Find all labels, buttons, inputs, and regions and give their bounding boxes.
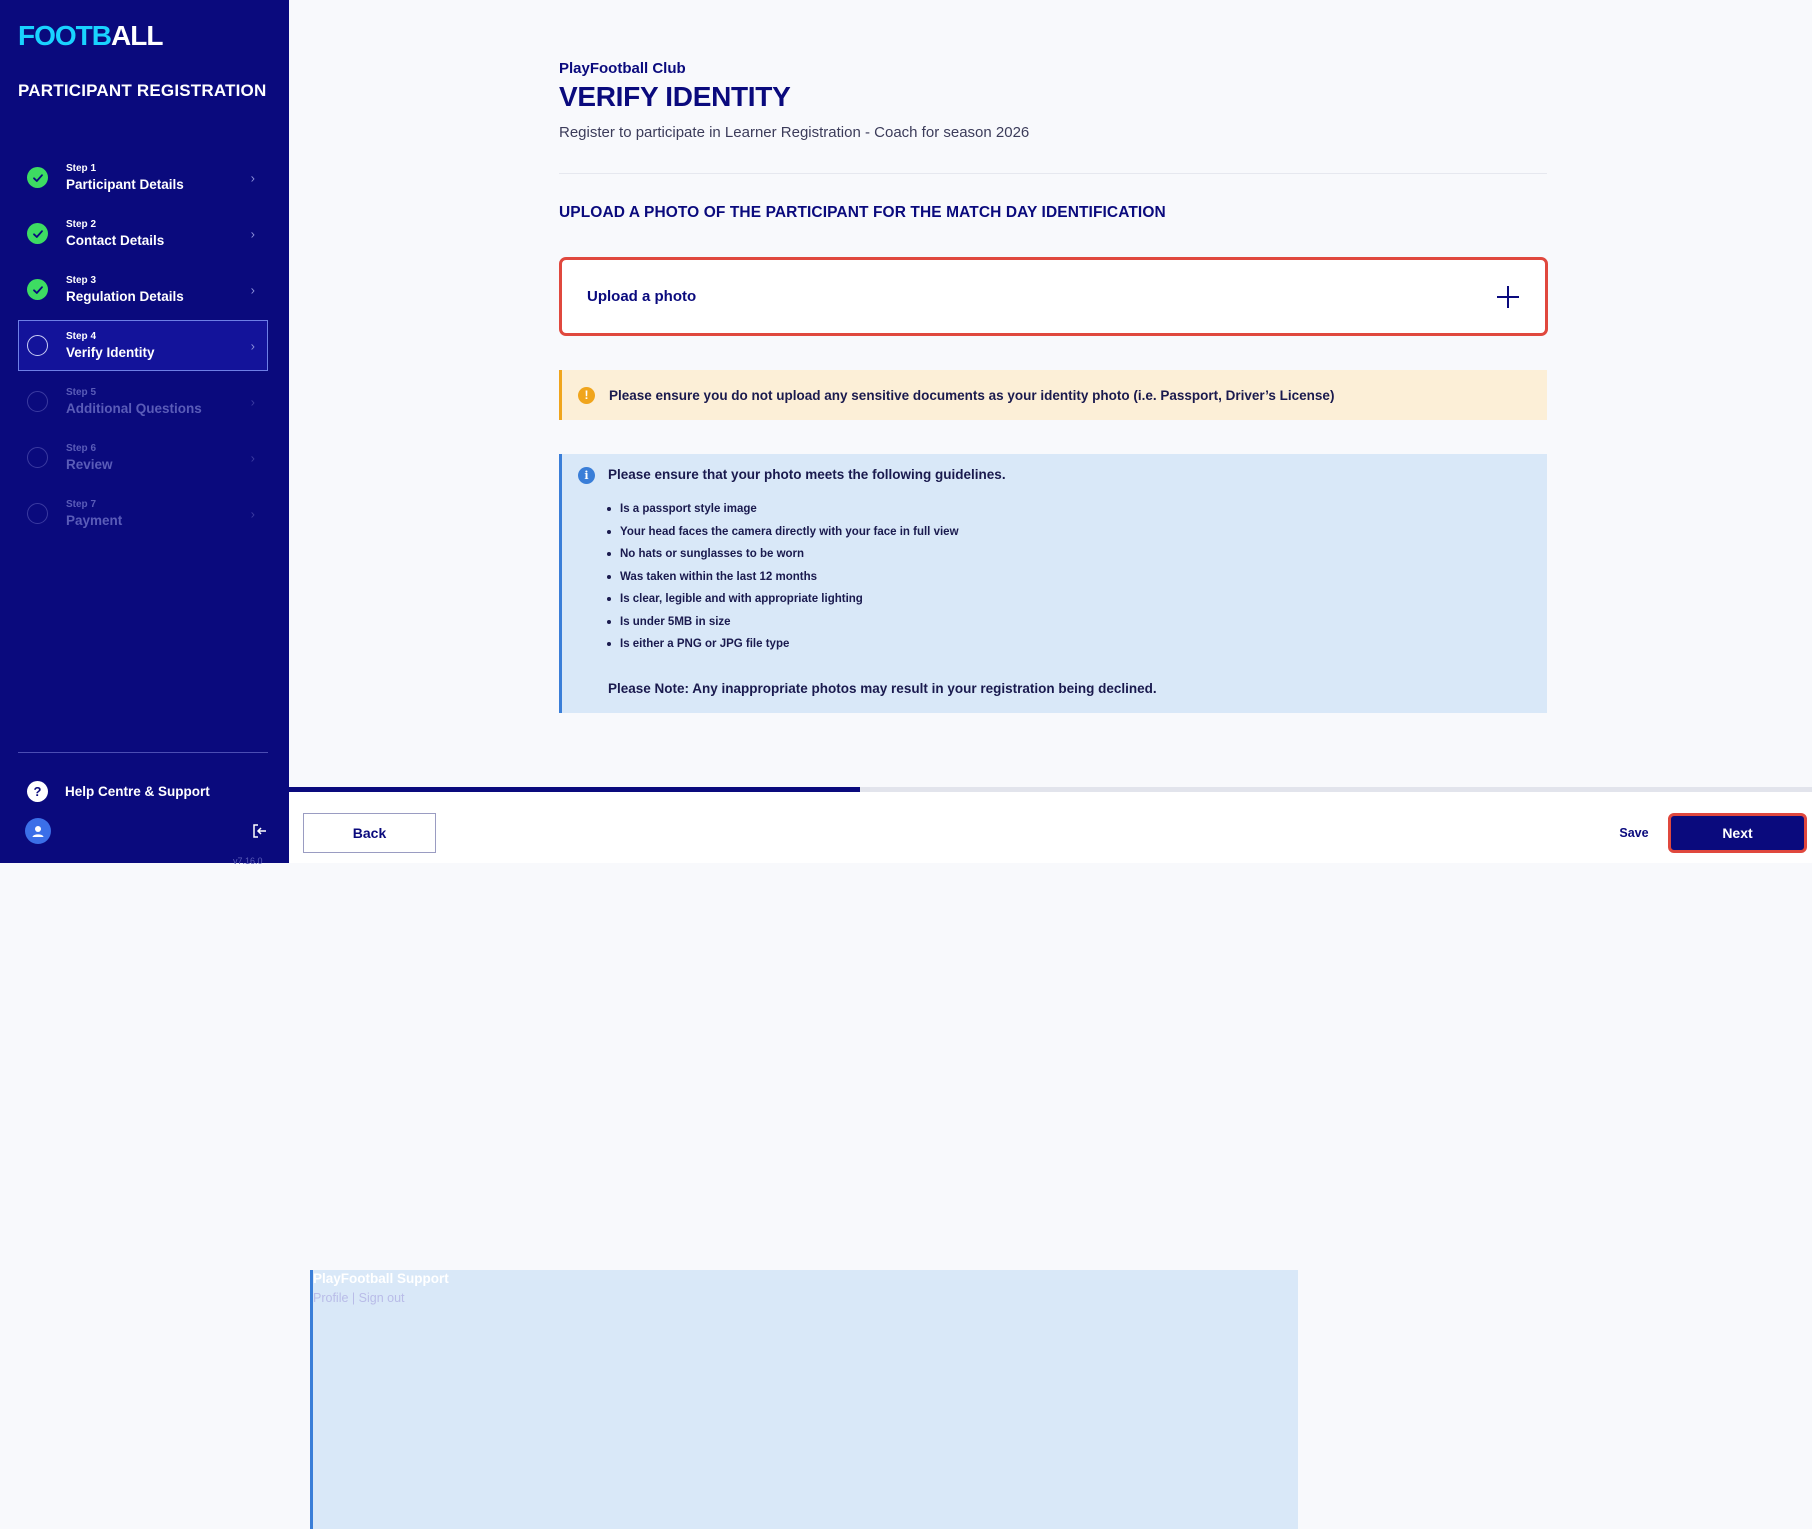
step-number: Step 7	[66, 498, 97, 510]
list-item: No hats or sunglasses to be worn	[620, 547, 959, 570]
step-contact-details[interactable]	[18, 208, 268, 259]
step-label: Regulation Details	[66, 288, 184, 304]
club-name: PlayFootball Club	[559, 60, 686, 77]
logo-text: ALL	[111, 20, 163, 51]
step-label: Participant Details	[66, 176, 184, 192]
empty-circle-icon	[27, 335, 48, 356]
step-regulation-details[interactable]	[18, 264, 268, 315]
chevron-right-icon: ›	[250, 282, 255, 297]
step-label: Contact Details	[66, 232, 165, 248]
chevron-right-icon: ›	[250, 506, 255, 521]
page-title: VERIFY IDENTITY	[559, 81, 791, 112]
page-subtitle: Register to participate in Learner Registration - Coach for season 2026	[559, 124, 1030, 141]
app-version: v7.16.0	[233, 856, 263, 866]
info-icon: i	[578, 467, 595, 484]
main-content	[289, 0, 1812, 863]
upload-label: Upload a photo	[587, 288, 697, 305]
list-item: Is either a PNG or JPG file type	[620, 637, 959, 660]
football-logo[interactable]	[18, 20, 162, 52]
guidelines-heading: Please ensure that your photo meets the following guidelines.	[608, 467, 1006, 482]
sidebar-title: PARTICIPANT REGISTRATION	[18, 81, 267, 100]
step-number: Step 1	[66, 162, 97, 174]
step-label: Review	[66, 456, 113, 472]
step-number: Step 6	[66, 442, 97, 454]
question-icon: ?	[27, 781, 48, 802]
user-avatar-icon	[25, 818, 51, 844]
step-label: Additional Questions	[66, 400, 202, 416]
list-item: Is clear, legible and with appropriate lighting	[620, 592, 959, 615]
chevron-right-icon: ›	[250, 450, 255, 465]
guidelines-list	[620, 502, 959, 660]
check-circle-icon	[27, 223, 48, 244]
help-label: Help Centre & Support	[65, 784, 210, 799]
list-item: Is under 5MB in size	[620, 615, 959, 638]
back-button[interactable]: Back	[303, 813, 436, 853]
step-participant-details[interactable]	[18, 152, 268, 203]
step-label: Verify Identity	[66, 344, 155, 360]
list-item: Your head faces the camera directly with your face in full view	[620, 525, 959, 548]
photo-guidelines	[559, 454, 1547, 713]
step-payment[interactable]	[18, 488, 268, 539]
upload-photo-button[interactable]	[559, 257, 1548, 336]
chevron-right-icon: ›	[250, 338, 255, 353]
section-divider	[559, 173, 1547, 174]
step-label: Payment	[66, 512, 123, 528]
sensitive-documents-warning	[559, 370, 1547, 420]
empty-circle-icon	[27, 503, 48, 524]
list-item: Was taken within the last 12 months	[620, 570, 959, 593]
next-button[interactable]: Next	[1668, 813, 1807, 853]
step-number: Step 4	[66, 330, 97, 342]
profile-signout-links[interactable]: Profile | Sign out	[313, 1291, 405, 1305]
chevron-right-icon: ›	[250, 394, 255, 409]
logo-text-accent: FOOTB	[18, 20, 111, 51]
empty-circle-icon	[27, 391, 48, 412]
step-verify-identity[interactable]	[18, 320, 268, 371]
step-number: Step 5	[66, 386, 97, 398]
sidebar-divider	[18, 752, 268, 753]
check-circle-icon	[27, 279, 48, 300]
sign-out-icon[interactable]	[252, 823, 268, 843]
check-circle-icon	[27, 167, 48, 188]
user-name: PlayFootball Support	[313, 1271, 449, 1286]
registration-steps	[18, 152, 268, 544]
save-button[interactable]: Save	[1604, 813, 1664, 853]
guidelines-note: Please Note: Any inappropriate photos may result in your registration being declined.	[608, 681, 1157, 696]
chevron-right-icon: ›	[250, 226, 255, 241]
list-item: Is a passport style image	[620, 502, 959, 525]
chevron-right-icon: ›	[250, 170, 255, 185]
step-number: Step 2	[66, 218, 97, 230]
step-additional-questions[interactable]	[18, 376, 268, 427]
step-number: Step 3	[66, 274, 97, 286]
footer-bar	[289, 792, 1812, 863]
empty-circle-icon	[27, 447, 48, 468]
upload-section-title: UPLOAD A PHOTO OF THE PARTICIPANT FOR THE MATCH DAY IDENTIFICATION	[559, 204, 1166, 221]
plus-icon	[1497, 286, 1519, 308]
step-review[interactable]	[18, 432, 268, 483]
warning-text: Please ensure you do not upload any sensitive documents as your identity photo (i.e. Passport, Driver’s License)	[609, 387, 1335, 403]
help-centre-link[interactable]	[27, 781, 210, 802]
exclamation-icon: !	[578, 387, 595, 404]
